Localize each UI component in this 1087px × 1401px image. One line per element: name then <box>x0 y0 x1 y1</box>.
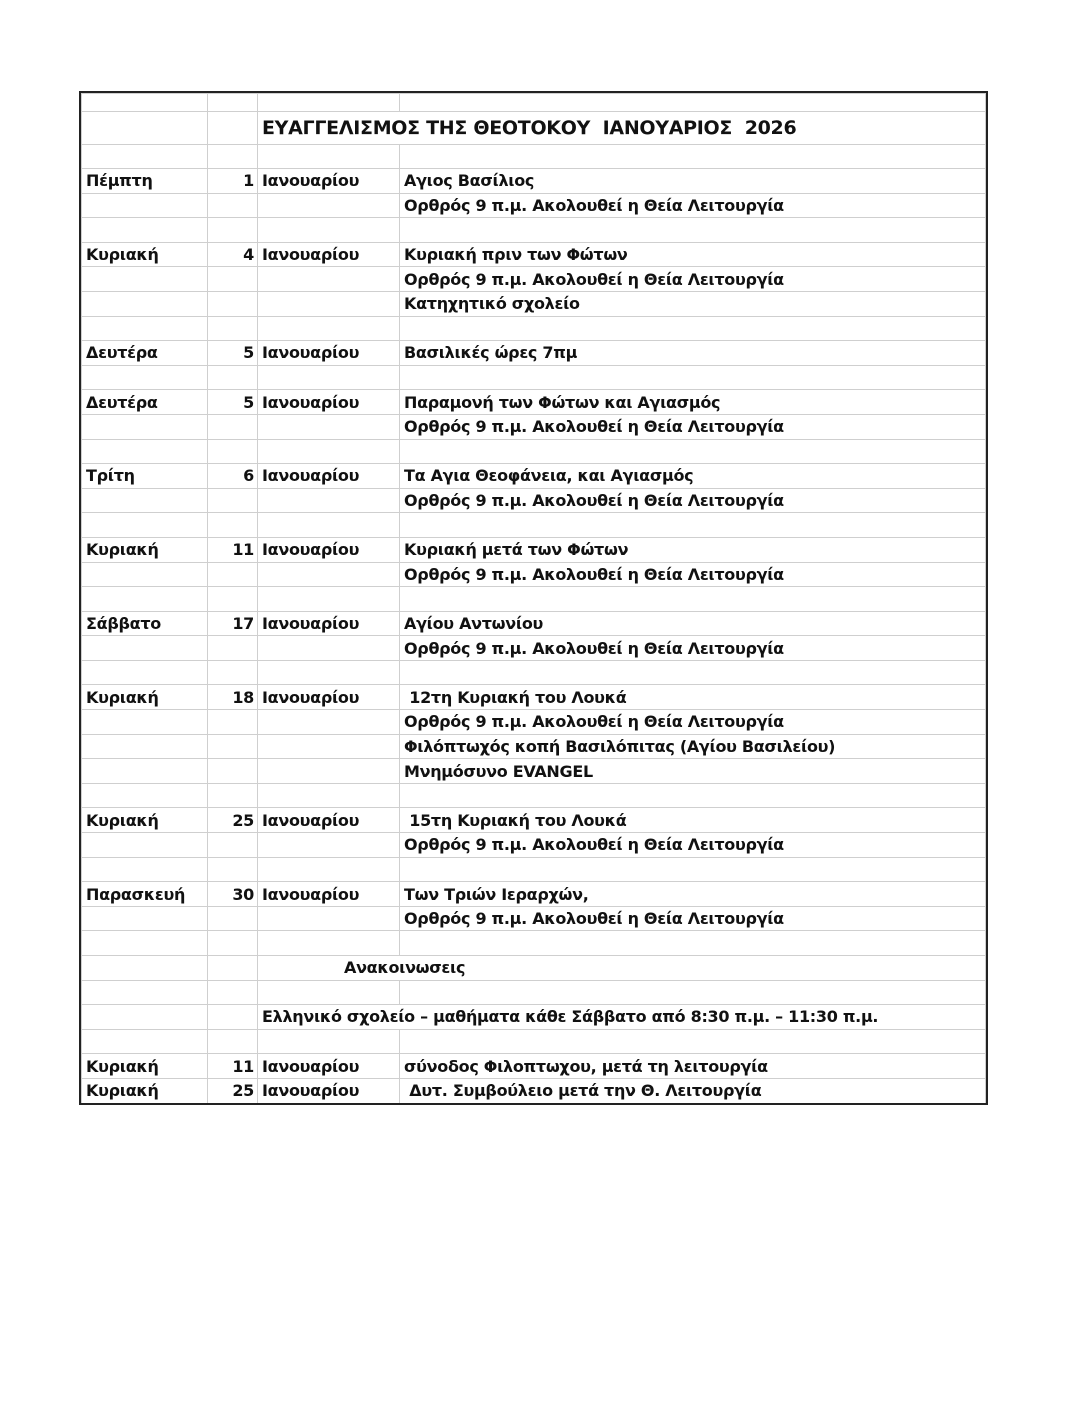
date-cell: 30 <box>208 882 258 907</box>
event-cell <box>400 587 986 612</box>
event-cell: Κατηχητικό σχολείο <box>400 291 986 316</box>
event-cell: Μνημόσυνο EVANGEL <box>400 759 986 784</box>
schedule-row <box>82 931 986 956</box>
date-cell <box>208 291 258 316</box>
month-cell <box>258 316 400 341</box>
date-cell <box>208 193 258 218</box>
empty-row <box>82 1029 986 1054</box>
day-cell <box>82 365 208 390</box>
month-cell <box>258 660 400 685</box>
day-cell <box>82 267 208 292</box>
event-cell: Αγιος Βασίλιος <box>400 169 986 194</box>
month-cell: Ιανουαρίου <box>258 242 400 267</box>
day-cell <box>82 488 208 513</box>
date-cell <box>208 660 258 685</box>
schedule-row <box>82 562 986 587</box>
date-cell <box>208 365 258 390</box>
title-row <box>82 112 986 145</box>
month-cell <box>258 365 400 390</box>
day-cell: Κυριακή <box>82 242 208 267</box>
date-cell <box>208 439 258 464</box>
date-cell <box>208 710 258 735</box>
schedule-row <box>82 488 986 513</box>
day-cell <box>82 316 208 341</box>
empty-row <box>82 980 986 1005</box>
date-cell <box>208 488 258 513</box>
schedule-sheet <box>79 91 988 1105</box>
month-cell <box>258 439 400 464</box>
date-cell <box>208 513 258 538</box>
schedule-row <box>82 710 986 735</box>
day-cell <box>82 513 208 538</box>
day-cell <box>82 734 208 759</box>
date-cell: 5 <box>208 341 258 366</box>
schedule-row <box>82 808 986 833</box>
date-cell <box>208 783 258 808</box>
month-cell <box>258 636 400 661</box>
schedule-row <box>82 439 986 464</box>
month-cell <box>258 931 400 956</box>
schedule-row <box>82 537 986 562</box>
schedule-row <box>82 611 986 636</box>
event-cell <box>400 439 986 464</box>
month-cell <box>258 759 400 784</box>
date-cell <box>208 833 258 858</box>
schedule-row <box>82 587 986 612</box>
day-cell <box>82 710 208 735</box>
schedule-row <box>82 636 986 661</box>
month-cell: Ιανουαρίου <box>258 537 400 562</box>
date-cell: 11 <box>208 1054 258 1079</box>
event-cell <box>400 931 986 956</box>
month-cell <box>258 587 400 612</box>
schedule-row <box>82 783 986 808</box>
day-cell <box>82 439 208 464</box>
day-cell: Κυριακή <box>82 1078 208 1102</box>
schedule-row <box>82 218 986 243</box>
day-cell <box>82 587 208 612</box>
day-cell <box>82 193 208 218</box>
day-cell: Τρίτη <box>82 464 208 489</box>
schedule-row <box>82 414 986 439</box>
schedule-row <box>82 316 986 341</box>
date-cell <box>208 316 258 341</box>
date-cell: 11 <box>208 537 258 562</box>
event-cell: Αγίου Αντωνίου <box>400 611 986 636</box>
day-cell: Πέμπτη <box>82 169 208 194</box>
empty-row <box>82 145 986 169</box>
date-cell: 17 <box>208 611 258 636</box>
event-cell: 12τη Κυριακή του Λουκά <box>400 685 986 710</box>
event-cell: Ορθρός 9 π.μ. Ακολουθεί η Θεία Λειτουργία <box>400 833 986 858</box>
date-cell <box>208 636 258 661</box>
month-cell: Ιανουαρίου <box>258 169 400 194</box>
schedule-row <box>82 833 986 858</box>
schedule-row <box>82 857 986 882</box>
month-cell: Ιανουαρίου <box>258 808 400 833</box>
month-cell <box>258 710 400 735</box>
day-cell: Κυριακή <box>82 1054 208 1079</box>
event-cell: Βασιλικές ώρες 7πμ <box>400 341 986 366</box>
day-cell <box>82 783 208 808</box>
event-cell: Κυριακή πριν των Φώτων <box>400 242 986 267</box>
date-cell <box>208 759 258 784</box>
day-cell <box>82 636 208 661</box>
date-cell <box>208 857 258 882</box>
date-cell <box>208 267 258 292</box>
schedule-row <box>82 734 986 759</box>
day-cell <box>82 291 208 316</box>
month-cell <box>258 218 400 243</box>
month-cell: Ιανουαρίου <box>258 1054 400 1079</box>
date-cell <box>208 414 258 439</box>
event-cell: Παραμονή των Φώτων και Αγιασμός <box>400 390 986 415</box>
event-cell: σύνοδος Φιλοπτωχου, μετά τη λειτουργία <box>400 1054 986 1079</box>
month-cell <box>258 906 400 931</box>
month-cell <box>258 291 400 316</box>
date-cell <box>208 587 258 612</box>
event-cell <box>400 365 986 390</box>
date-cell <box>208 734 258 759</box>
day-cell <box>82 857 208 882</box>
month-cell: Ιανουαρίου <box>258 611 400 636</box>
month-cell <box>258 193 400 218</box>
schedule-row <box>82 906 986 931</box>
event-cell: Τα Αγια Θεοφάνεια, και Αγιασμός <box>400 464 986 489</box>
date-cell <box>208 906 258 931</box>
event-cell: Ορθρός 9 π.μ. Ακολουθεί η Θεία Λειτουργία <box>400 488 986 513</box>
day-cell: Κυριακή <box>82 808 208 833</box>
date-cell <box>208 931 258 956</box>
event-cell: Δυτ. Συμβούλειο μετά την Θ. Λειτουργία <box>400 1078 986 1102</box>
date-cell: 5 <box>208 390 258 415</box>
schedule-row <box>82 759 986 784</box>
month-cell <box>258 734 400 759</box>
month-cell <box>258 267 400 292</box>
schedule-row <box>82 513 986 538</box>
empty-row <box>82 94 986 112</box>
schedule-row <box>82 267 986 292</box>
month-cell <box>258 488 400 513</box>
schedule-table <box>81 93 986 1103</box>
day-cell: Παρασκευή <box>82 882 208 907</box>
event-cell: Κυριακή μετά των Φώτων <box>400 537 986 562</box>
event-cell <box>400 783 986 808</box>
event-cell: Ορθρός 9 π.μ. Ακολουθεί η Θεία Λειτουργία <box>400 710 986 735</box>
day-cell: Σάββατο <box>82 611 208 636</box>
schedule-row <box>82 464 986 489</box>
day-cell <box>82 906 208 931</box>
event-cell: Ορθρός 9 π.μ. Ακολουθεί η Θεία Λειτουργία <box>400 562 986 587</box>
month-cell: Ιανουαρίου <box>258 1078 400 1102</box>
date-cell: 25 <box>208 1078 258 1102</box>
month-cell: Ιανουαρίου <box>258 882 400 907</box>
month-cell <box>258 783 400 808</box>
day-cell <box>82 931 208 956</box>
schedule-row <box>82 169 986 194</box>
month-cell <box>258 562 400 587</box>
event-cell: Των Τριών Ιεραρχών, <box>400 882 986 907</box>
event-cell <box>400 857 986 882</box>
greek-school-row <box>82 1005 986 1030</box>
date-cell: 6 <box>208 464 258 489</box>
month-cell: Ιανουαρίου <box>258 390 400 415</box>
day-cell <box>82 759 208 784</box>
day-cell: Κυριακή <box>82 537 208 562</box>
date-cell: 1 <box>208 169 258 194</box>
month-cell <box>258 857 400 882</box>
greek-school-notice: Ελληνικό σχολείο – μαθήματα κάθε Σάββατο από 8:30 π.μ. – 11:30 π.μ. <box>258 1005 986 1030</box>
date-cell <box>208 218 258 243</box>
event-cell: Ορθρός 9 π.μ. Ακολουθεί η Θεία Λειτουργία <box>400 267 986 292</box>
schedule-row <box>82 291 986 316</box>
day-cell <box>82 833 208 858</box>
schedule-row <box>82 390 986 415</box>
month-cell <box>258 414 400 439</box>
date-cell: 18 <box>208 685 258 710</box>
month-cell: Ιανουαρίου <box>258 464 400 489</box>
schedule-row <box>82 242 986 267</box>
announcements-heading-row <box>82 956 986 981</box>
day-cell: Δευτέρα <box>82 341 208 366</box>
announcement-row <box>82 1054 986 1079</box>
day-cell: Κυριακή <box>82 685 208 710</box>
day-cell <box>82 562 208 587</box>
schedule-row <box>82 685 986 710</box>
event-cell: Φιλόπτωχός κοπή Βασιλόπιτας (Αγίου Βασιλείου) <box>400 734 986 759</box>
event-cell: Ορθρός 9 π.μ. Ακολουθεί η Θεία Λειτουργία <box>400 193 986 218</box>
date-cell <box>208 562 258 587</box>
schedule-row <box>82 193 986 218</box>
schedule-row <box>82 365 986 390</box>
event-cell: Ορθρός 9 π.μ. Ακολουθεί η Θεία Λειτουργία <box>400 906 986 931</box>
event-cell <box>400 660 986 685</box>
page-title: ΕΥΑΓΓΕΛΙΣΜΟΣ ΤΗΣ ΘΕΟΤΟΚΟΥ ΙΑΝΟΥΑΡΙΟΣ 2026 <box>258 112 986 145</box>
announcements-heading: Ανακοινωσεις <box>258 956 986 981</box>
month-cell <box>258 833 400 858</box>
day-cell: Δευτέρα <box>82 390 208 415</box>
day-cell <box>82 218 208 243</box>
schedule-row <box>82 882 986 907</box>
announcement-row <box>82 1078 986 1102</box>
event-cell <box>400 316 986 341</box>
month-cell: Ιανουαρίου <box>258 685 400 710</box>
date-cell: 25 <box>208 808 258 833</box>
event-cell: Ορθρός 9 π.μ. Ακολουθεί η Θεία Λειτουργία <box>400 414 986 439</box>
date-cell: 4 <box>208 242 258 267</box>
event-cell: Ορθρός 9 π.μ. Ακολουθεί η Θεία Λειτουργία <box>400 636 986 661</box>
month-cell <box>258 513 400 538</box>
schedule-row <box>82 660 986 685</box>
event-cell <box>400 218 986 243</box>
schedule-row <box>82 341 986 366</box>
day-cell <box>82 660 208 685</box>
event-cell: 15τη Κυριακή του Λουκά <box>400 808 986 833</box>
month-cell: Ιανουαρίου <box>258 341 400 366</box>
day-cell <box>82 414 208 439</box>
event-cell <box>400 513 986 538</box>
